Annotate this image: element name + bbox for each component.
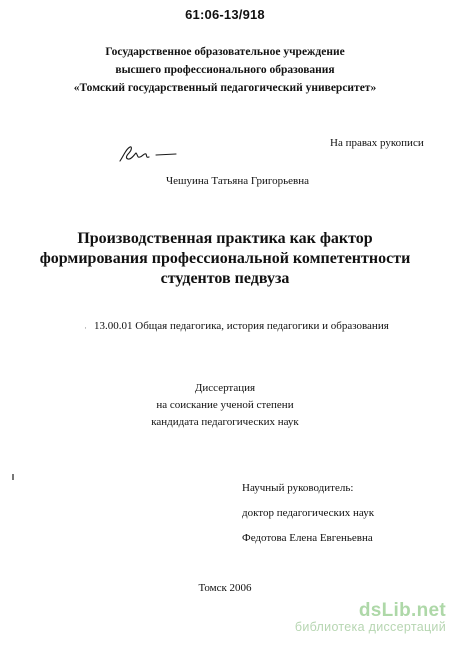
institution-line-1: Государственное образовательное учреждение — [105, 46, 345, 58]
dissertation-block — [0, 380, 450, 431]
institution-block — [0, 43, 450, 97]
supervisor-label: Научный руководитель: — [242, 482, 354, 494]
scan-mark — [12, 474, 14, 480]
title-line-2: формирования профессиональной компетентности — [39, 250, 411, 267]
document-code: 61:06-13/918 — [185, 7, 265, 22]
city-year: Томск 2006 — [198, 582, 252, 594]
supervisor-degree: доктор педагогических наук — [242, 507, 375, 519]
institution-line-2: высшего профессионального образования — [115, 64, 335, 76]
handwritten-signature — [116, 141, 180, 167]
rights-note: На правах рукописи — [330, 137, 424, 149]
watermark — [266, 600, 446, 634]
dissertation-line-2: на соискание ученой степени — [156, 399, 294, 411]
dissertation-line-1: Диссертация — [194, 382, 256, 394]
watermark-logo: dsLib.net — [358, 600, 446, 621]
dissertation-line-3: кандидата педагогических наук — [151, 416, 299, 428]
title-line-3: студентов педвуза — [160, 270, 290, 287]
author-name: Чешуина Татьяна Григорьевна — [166, 175, 310, 187]
supervisor-name: Федотова Елена Евгеньевна — [242, 532, 373, 544]
bullet-mark: · — [84, 323, 87, 333]
thesis-title — [0, 229, 450, 289]
specialty-code: 13.00.01 Общая педагогика, история педагогики и образования — [94, 320, 389, 332]
title-line-1: Производственная практика как фактор — [77, 230, 373, 247]
institution-line-3: «Томский государственный педагогический университет» — [73, 82, 377, 94]
watermark-subtitle: библиотека диссертаций — [294, 620, 446, 634]
supervisor-block — [242, 476, 374, 551]
